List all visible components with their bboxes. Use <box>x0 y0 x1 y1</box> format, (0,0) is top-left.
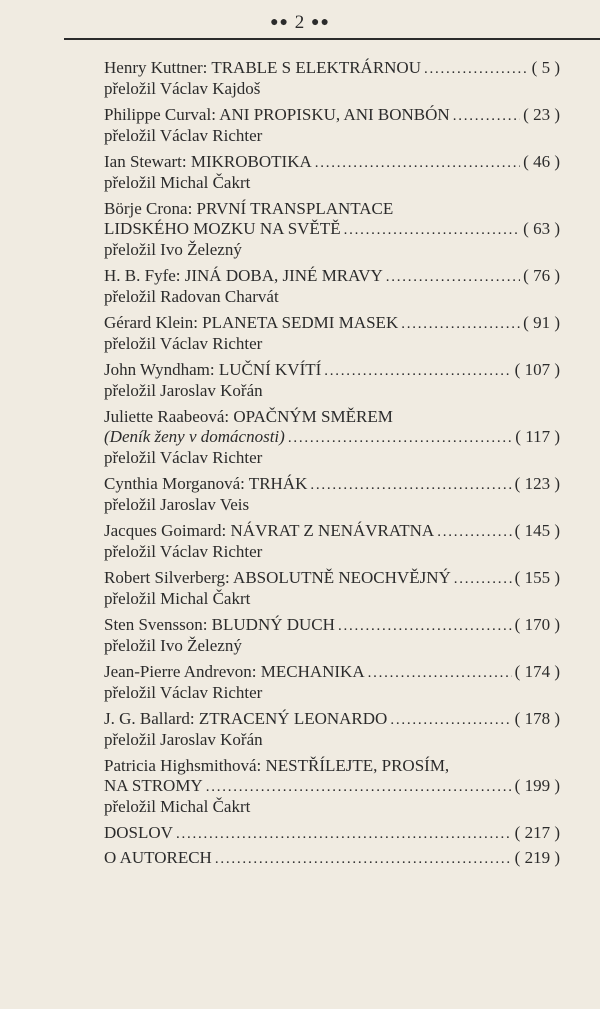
toc-entry-page: ( 91 ) <box>523 313 560 332</box>
toc-entry <box>104 360 560 401</box>
dot-leader <box>288 428 512 448</box>
toc-entry-title: Philippe Curval: ANI PROPISKU, ANI BONBÓN <box>104 105 450 124</box>
toc-entry-page: ( 217 ) <box>514 823 560 842</box>
dot-leader <box>368 663 512 683</box>
toc-entry-page: ( 46 ) <box>523 152 560 171</box>
toc-entry-title-line <box>104 848 560 869</box>
toc-entry-title: Cynthia Morganová: TRHÁK <box>104 474 308 493</box>
toc-entry-title-line <box>104 427 560 448</box>
toc-entry-page: ( 107 ) <box>514 360 560 379</box>
toc-entry-title: O AUTORECH <box>104 848 212 867</box>
toc-entry-page: ( 23 ) <box>523 105 560 124</box>
toc-entry-title-line <box>104 662 560 683</box>
toc-entry <box>104 58 560 99</box>
toc-entry-title-line <box>104 823 560 844</box>
toc-entry-translator: přeložil Michal Čakrt <box>104 589 251 608</box>
toc-entry <box>104 152 560 193</box>
toc-entry-title-line <box>104 709 560 730</box>
dot-leader <box>338 616 512 636</box>
toc-entry-page: ( 174 ) <box>514 662 560 681</box>
toc-entry-page: ( 145 ) <box>514 521 560 540</box>
toc-entry-title: Patricia Highsmithová: NESTŘÍLEJTE, PROSÍM, <box>104 756 450 775</box>
toc-entry-title: Henry Kuttner: TRABLE S ELEKTRÁRNOU <box>104 58 421 77</box>
dot-leader <box>401 314 520 334</box>
dot-leader <box>344 220 521 240</box>
toc-entry-title: Börje Crona: PRVNÍ TRANSPLANTACE <box>104 199 394 218</box>
toc-entry-title: J. G. Ballard: ZTRACENÝ LEONARDO <box>104 709 388 728</box>
dot-leader <box>424 59 529 79</box>
toc-entry-title-line-continued <box>104 756 560 776</box>
toc-entry-page: ( 123 ) <box>514 474 560 493</box>
toc-entry-title-line <box>104 266 560 287</box>
toc-entry-page: ( 219 ) <box>514 848 560 867</box>
toc-entry-translator: přeložil Jaroslav Kořán <box>104 730 263 749</box>
toc-entry-title-line <box>104 313 560 334</box>
dot-leader <box>386 267 520 287</box>
toc-entry-title-line <box>104 58 560 79</box>
toc-entry-title-line <box>104 615 560 636</box>
toc-entry-title: Jacques Goimard: NÁVRAT Z NENÁVRATNA <box>104 521 435 540</box>
toc-entry-title-line <box>104 152 560 173</box>
toc-entry-translator: přeložil Radovan Charvát <box>104 287 279 306</box>
toc-entry-page: ( 199 ) <box>514 776 560 795</box>
dot-leader <box>437 522 511 542</box>
toc-entry-translator: přeložil Michal Čakrt <box>104 173 251 192</box>
toc-entry <box>104 848 560 869</box>
toc-entry-title: Robert Silverberg: ABSOLUTNĚ NEOCHVĚJNÝ <box>104 568 451 587</box>
toc-entry <box>104 407 560 468</box>
toc-entry-title: Jean-Pierre Andrevon: MECHANIKA <box>104 662 365 681</box>
toc-entry <box>104 756 560 817</box>
toc-entry <box>104 266 560 307</box>
dot-leader <box>310 475 511 495</box>
toc-entry <box>104 105 560 146</box>
toc-entry <box>104 199 560 260</box>
toc-entry-title: DOSLOV <box>104 823 173 842</box>
toc-entry-page: ( 117 ) <box>515 427 560 446</box>
toc-entry-translator: přeložil Ivo Železný <box>104 636 242 655</box>
toc-entry <box>104 662 560 703</box>
page-number: 2 <box>294 12 306 33</box>
toc-entry-title-line <box>104 105 560 126</box>
toc-entry-translator: přeložil Ivo Železný <box>104 240 242 259</box>
header-dots-left: ●● <box>270 15 289 30</box>
dot-leader <box>176 824 512 844</box>
toc-entry-page: ( 155 ) <box>514 568 560 587</box>
toc-entry <box>104 313 560 354</box>
toc-entry <box>104 474 560 515</box>
table-of-contents <box>104 58 560 873</box>
toc-entry-translator: přeložil Václav Richter <box>104 448 263 467</box>
toc-entry-translator: přeložil Michal Čakrt <box>104 797 251 816</box>
dot-leader <box>454 569 512 589</box>
dot-leader <box>390 710 511 730</box>
toc-entry-page: ( 178 ) <box>514 709 560 728</box>
toc-entry-translator: přeložil Václav Richter <box>104 334 263 353</box>
page-header <box>0 0 600 42</box>
toc-entry-title-line <box>104 219 560 240</box>
dot-leader <box>324 361 511 381</box>
toc-entry-title: John Wyndham: LUČNÍ KVÍTÍ <box>104 360 322 379</box>
toc-entry-title: Gérard Klein: PLANETA SEDMI MASEK <box>104 313 399 332</box>
toc-entry-title-line-continued <box>104 407 560 427</box>
toc-entry <box>104 521 560 562</box>
dot-leader <box>315 153 520 173</box>
toc-entry-page: ( 63 ) <box>523 219 560 238</box>
toc-entry-title-line <box>104 474 560 495</box>
toc-entry-translator: přeložil Jaroslav Veis <box>104 495 250 514</box>
toc-entry-translator: přeložil Václav Richter <box>104 683 263 702</box>
toc-entry <box>104 615 560 656</box>
toc-entry-title-line-continued <box>104 199 560 219</box>
toc-entry <box>104 709 560 750</box>
toc-entry-title: Ian Stewart: MIKROBOTIKA <box>104 152 312 171</box>
toc-entry-title: Juliette Raabeová: OPAČNÝM SMĚREM <box>104 407 393 426</box>
toc-entry-title-line <box>104 776 560 797</box>
toc-entry-title: H. B. Fyfe: JINÁ DOBA, JINÉ MRAVY <box>104 266 383 285</box>
toc-entry-translator: přeložil Václav Richter <box>104 126 263 145</box>
toc-entry-page: ( 5 ) <box>531 58 560 77</box>
toc-entry-translator: přeložil Jaroslav Kořán <box>104 381 263 400</box>
dot-leader <box>453 106 520 126</box>
toc-entry-page: ( 170 ) <box>514 615 560 634</box>
toc-entry-page: ( 76 ) <box>523 266 560 285</box>
dot-leader <box>215 849 512 869</box>
toc-entry-translator: přeložil Václav Richter <box>104 542 263 561</box>
dot-leader <box>206 777 512 797</box>
toc-entry-title: Sten Svensson: BLUDNÝ DUCH <box>104 615 335 634</box>
toc-entry-title: NA STROMY <box>104 776 203 795</box>
header-dots-right: ●● <box>311 15 330 30</box>
header-rule <box>64 38 600 40</box>
toc-entry-title-line <box>104 521 560 542</box>
toc-entry-title: (Deník ženy v domácnosti) <box>104 427 285 446</box>
toc-entry-translator: přeložil Václav Kajdoš <box>104 79 261 98</box>
toc-entry-title: LIDSKÉHO MOZKU NA SVĚTĚ <box>104 219 341 238</box>
toc-entry <box>104 568 560 609</box>
page-number-mark <box>0 12 600 34</box>
toc-entry-title-line <box>104 568 560 589</box>
toc-entry <box>104 823 560 844</box>
toc-entry-title-line <box>104 360 560 381</box>
